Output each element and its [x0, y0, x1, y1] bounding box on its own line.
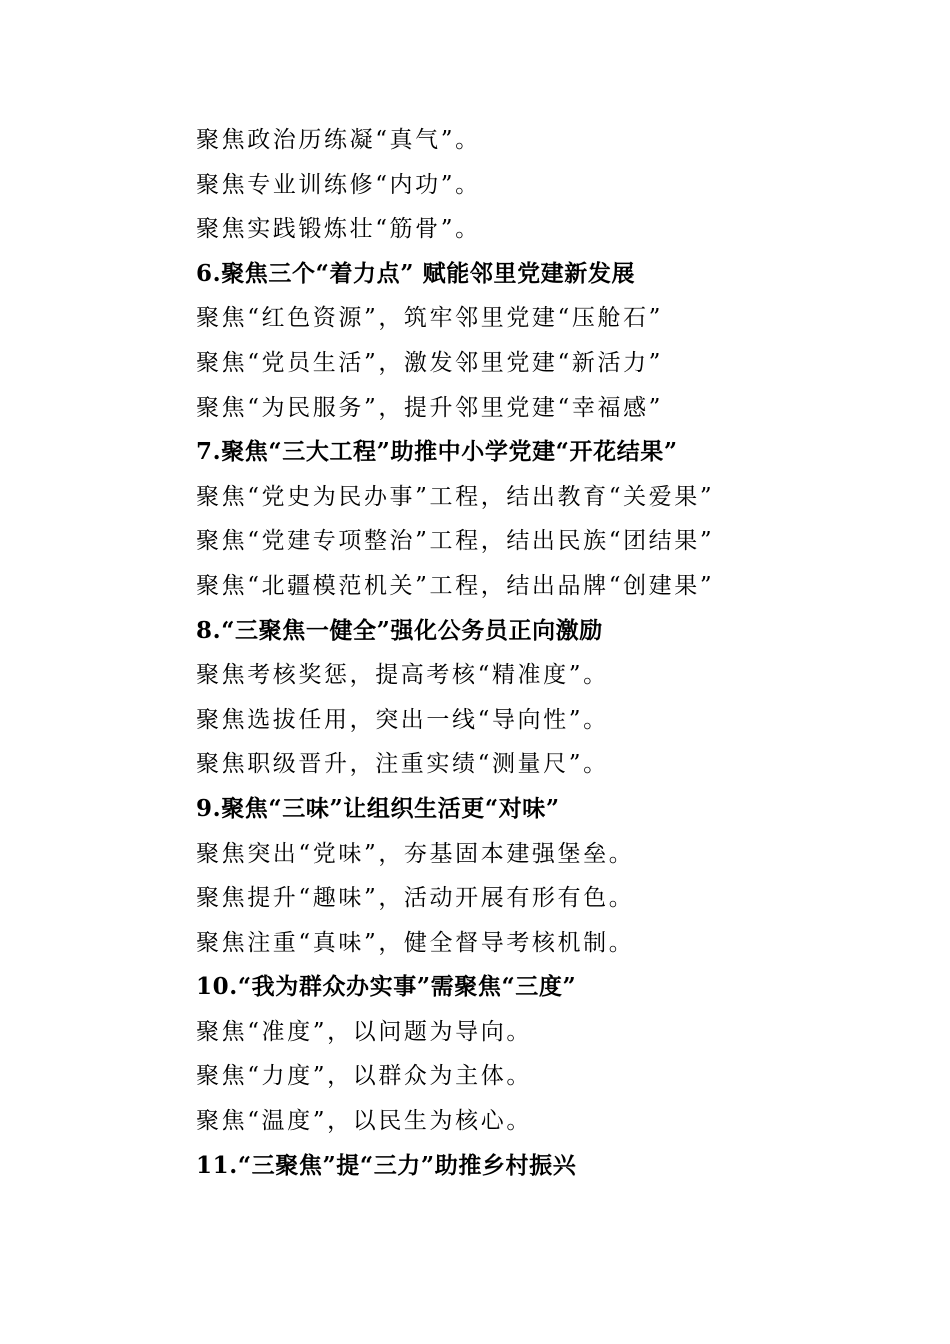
body-line: 聚焦政治历练凝“真气”。 — [196, 127, 481, 153]
section-heading: 9.聚焦“三味”让组织生活更“对味” — [196, 794, 560, 822]
body-line: 聚焦“党员生活”，激发邻里党建“新活力” — [196, 349, 664, 376]
body-line: 聚焦突出“党味”，夯基固本建强堡垒。 — [196, 840, 635, 867]
section-heading: 10.“我为群众办实事”需聚焦“三度” — [196, 973, 577, 1001]
body-line: 聚焦“准度”，以问题为导向。 — [196, 1018, 532, 1045]
body-line: 聚焦“党建专项整治”工程，结出民族“团结果” — [196, 528, 715, 555]
body-line: 聚焦“红色资源”，筑牢邻里党建“压舱石” — [196, 305, 664, 332]
section-heading: 7.聚焦“三大工程”助推中小学党建“开花结果” — [196, 438, 678, 466]
section-heading: 11.“三聚焦”提“三力”助推乡村振兴 — [196, 1151, 577, 1179]
section-heading: 6.聚焦三个“着力点” 赋能邻里党建新发展 — [196, 259, 636, 287]
body-line: 聚焦“为民服务”，提升邻里党建“幸福感” — [196, 394, 664, 421]
document-body — [196, 118, 816, 1188]
body-line: 聚焦专业训练修“内功”。 — [196, 171, 481, 198]
body-line: 聚焦“力度”，以群众为主体。 — [196, 1063, 532, 1090]
body-line: 聚焦“北疆模范机关”工程，结出品牌“创建果” — [196, 572, 715, 599]
body-line: 聚焦注重“真味”，健全督导考核机制。 — [196, 929, 635, 956]
body-line: 聚焦考核奖惩，提高考核“精准度”。 — [196, 662, 609, 689]
body-line: 聚焦提升“趣味”，活动开展有形有色。 — [196, 885, 635, 912]
body-line: 聚焦选拔任用，突出一线“导向性”。 — [196, 706, 609, 733]
body-line: 聚焦“党史为民办事”工程，结出教育“关爱果” — [196, 483, 715, 510]
section-heading: 8.“三聚焦一健全”强化公务员正向激励 — [196, 616, 603, 644]
body-line: 聚焦“温度”，以民生为核心。 — [196, 1108, 532, 1135]
body-line: 聚焦实践锻炼壮“筋骨”。 — [196, 216, 481, 243]
body-line: 聚焦职级晋升，注重实绩“测量尺”。 — [196, 751, 609, 778]
